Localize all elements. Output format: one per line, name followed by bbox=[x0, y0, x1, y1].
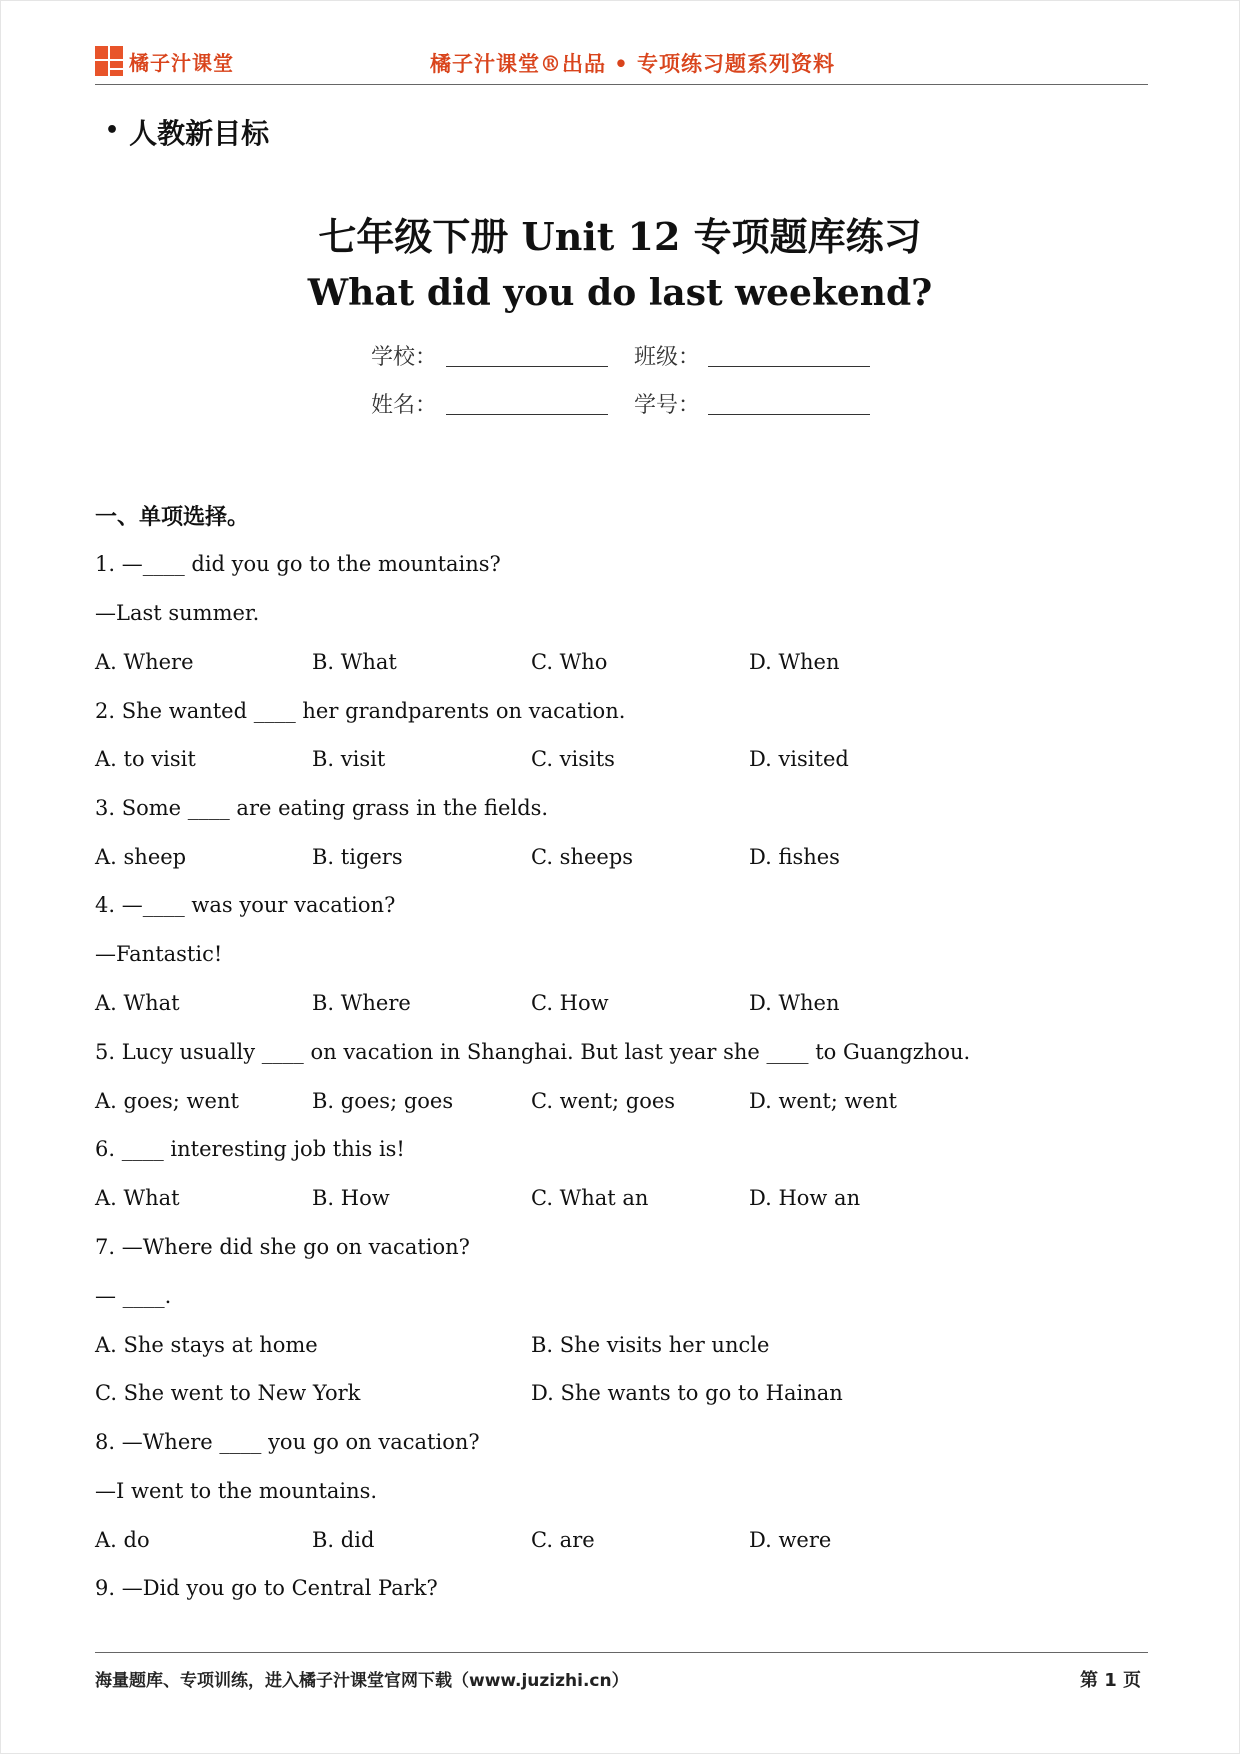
question-1-option-a: A. Where bbox=[95, 650, 194, 674]
page-header bbox=[95, 42, 1148, 88]
question-7-option-a: A. She stays at home bbox=[95, 1333, 318, 1357]
question-8-option-c: C. are bbox=[531, 1528, 595, 1552]
question-3-option-a: A. sheep bbox=[95, 845, 187, 869]
question-4-option-c: C. How bbox=[531, 991, 609, 1015]
question-2-option-d: D. visited bbox=[749, 747, 849, 771]
brand-logo bbox=[95, 46, 234, 76]
question-8-option-a: A. do bbox=[95, 1528, 150, 1552]
question-1-option-b: B. What bbox=[312, 650, 397, 674]
question-7-option-c: C. She went to New York bbox=[95, 1381, 361, 1405]
number-blank[interactable] bbox=[708, 414, 870, 415]
question-2-option-a: A. to visit bbox=[95, 747, 196, 771]
question-2-stem: 2. She wanted ____ her grandparents on vacation. bbox=[95, 699, 626, 723]
question-8-stem: 8. —Where ____ you go on vacation? bbox=[95, 1430, 480, 1454]
question-5-option-c: C. went; goes bbox=[531, 1089, 676, 1113]
question-4-option-a: A. What bbox=[95, 991, 180, 1015]
name-blank[interactable] bbox=[446, 414, 608, 415]
question-7-option-b: B. She visits her uncle bbox=[531, 1333, 770, 1357]
question-7-stem: 7. —Where did she go on vacation? bbox=[95, 1235, 470, 1259]
question-3-option-d: D. fishes bbox=[749, 845, 840, 869]
question-3-stem: 3. Some ____ are eating grass in the fields. bbox=[95, 796, 549, 820]
question-5-option-a: A. goes; went bbox=[95, 1089, 239, 1113]
header-title: 橘子汁课堂®出品 • 专项练习题系列资料 bbox=[430, 51, 836, 76]
question-3-option-b: B. tigers bbox=[312, 845, 403, 869]
question-1-option-d: D. When bbox=[749, 650, 840, 674]
document-subtitle: What did you do last weekend? bbox=[307, 272, 933, 314]
question-5-stem: 5. Lucy usually ____ on vacation in Shanghai. But last year she ____ to Guangzhou. bbox=[95, 1040, 971, 1064]
footer-divider bbox=[95, 1652, 1148, 1653]
question-6-option-b: B. How bbox=[312, 1186, 390, 1210]
question-6-option-d: D. How an bbox=[749, 1186, 861, 1210]
question-8-answer: —I went to the mountains. bbox=[95, 1479, 378, 1503]
question-4-answer: —Fantastic! bbox=[95, 942, 223, 966]
question-3-option-c: C. sheeps bbox=[531, 845, 634, 869]
page-number: 第 1 页 bbox=[1080, 1670, 1142, 1691]
header-divider bbox=[95, 84, 1148, 85]
document-title: 七年级下册 Unit 12 专项题库练习 bbox=[318, 214, 922, 259]
question-1-stem: 1. —____ did you go to the mountains? bbox=[95, 552, 501, 576]
question-1-answer: —Last summer. bbox=[95, 601, 260, 625]
bullet-icon: • bbox=[105, 118, 120, 143]
logo-mark-icon bbox=[95, 46, 123, 76]
question-2-option-c: C. visits bbox=[531, 747, 615, 771]
question-7-option-d: D. She wants to go to Hainan bbox=[531, 1381, 843, 1405]
question-4-stem: 4. —____ was your vacation? bbox=[95, 893, 396, 917]
edition-label: • 人教新目标 bbox=[105, 117, 270, 150]
question-8-option-d: D. were bbox=[749, 1528, 832, 1552]
question-5-option-b: B. goes; goes bbox=[312, 1089, 454, 1113]
school-blank[interactable] bbox=[446, 366, 608, 367]
question-7-answer: — ____. bbox=[95, 1284, 172, 1308]
logo-text: 橘子汁课堂 bbox=[129, 50, 234, 75]
footer-promo: 海量题库、专项训练，进入橘子汁课堂官网下载（www.juzizhi.cn） bbox=[95, 1671, 629, 1691]
class-blank[interactable] bbox=[708, 366, 870, 367]
question-1-option-c: C. Who bbox=[531, 650, 608, 674]
section-title: 一、单项选择。 bbox=[95, 504, 250, 530]
question-6-option-a: A. What bbox=[95, 1186, 180, 1210]
question-4-option-d: D. When bbox=[749, 991, 840, 1015]
question-4-option-b: B. Where bbox=[312, 991, 411, 1015]
question-6-stem: 6. ____ interesting job this is! bbox=[95, 1137, 405, 1161]
question-2-option-b: B. visit bbox=[312, 747, 386, 771]
question-6-option-c: C. What an bbox=[531, 1186, 649, 1210]
question-8-option-b: B. did bbox=[312, 1528, 375, 1552]
question-5-option-d: D. went; went bbox=[749, 1089, 897, 1113]
question-9-stem: 9. —Did you go to Central Park? bbox=[95, 1576, 438, 1600]
